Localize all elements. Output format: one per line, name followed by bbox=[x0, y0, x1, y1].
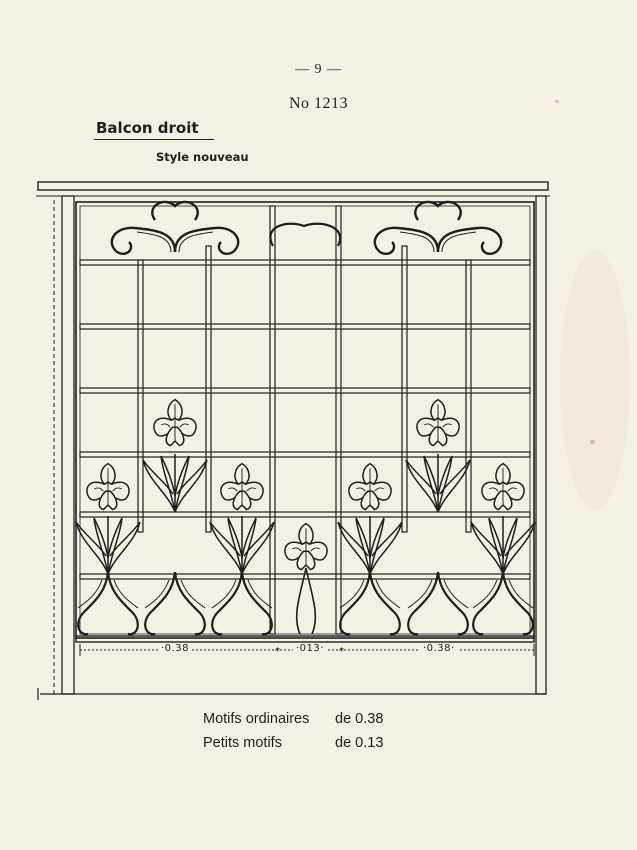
svg-text:*: * bbox=[339, 646, 344, 657]
caption-label: Motifs ordinaires bbox=[203, 711, 310, 727]
page-title: Balcon droit bbox=[96, 119, 199, 137]
paper-stain bbox=[590, 440, 595, 444]
balcony-illustration bbox=[30, 176, 555, 701]
page-subtitle: Style nouveau bbox=[156, 150, 249, 164]
bottom-rail bbox=[76, 636, 534, 642]
caption-line-2 bbox=[203, 735, 384, 751]
left-post bbox=[62, 196, 74, 694]
svg-text:*: * bbox=[275, 646, 280, 657]
caption-line-1 bbox=[203, 711, 384, 727]
iris-flowers bbox=[87, 400, 524, 570]
top-rail bbox=[38, 182, 548, 190]
right-post bbox=[536, 196, 546, 694]
caption-value: de 0.38 bbox=[335, 711, 384, 727]
top-scrolls bbox=[112, 202, 501, 254]
dimension-left: ·0.38 bbox=[158, 643, 192, 654]
catalog-number: No 1213 bbox=[288, 95, 349, 112]
dimension-right: ·0.38· bbox=[420, 643, 458, 654]
paper-stain bbox=[560, 250, 630, 510]
caption-label: Petits motifs bbox=[203, 735, 282, 751]
title-underline bbox=[94, 139, 214, 140]
base-scrolls bbox=[78, 568, 533, 634]
dimension-center: ·013· bbox=[293, 643, 327, 654]
page-number: — 9 — bbox=[295, 62, 342, 77]
caption-value: de 0.13 bbox=[335, 735, 384, 751]
